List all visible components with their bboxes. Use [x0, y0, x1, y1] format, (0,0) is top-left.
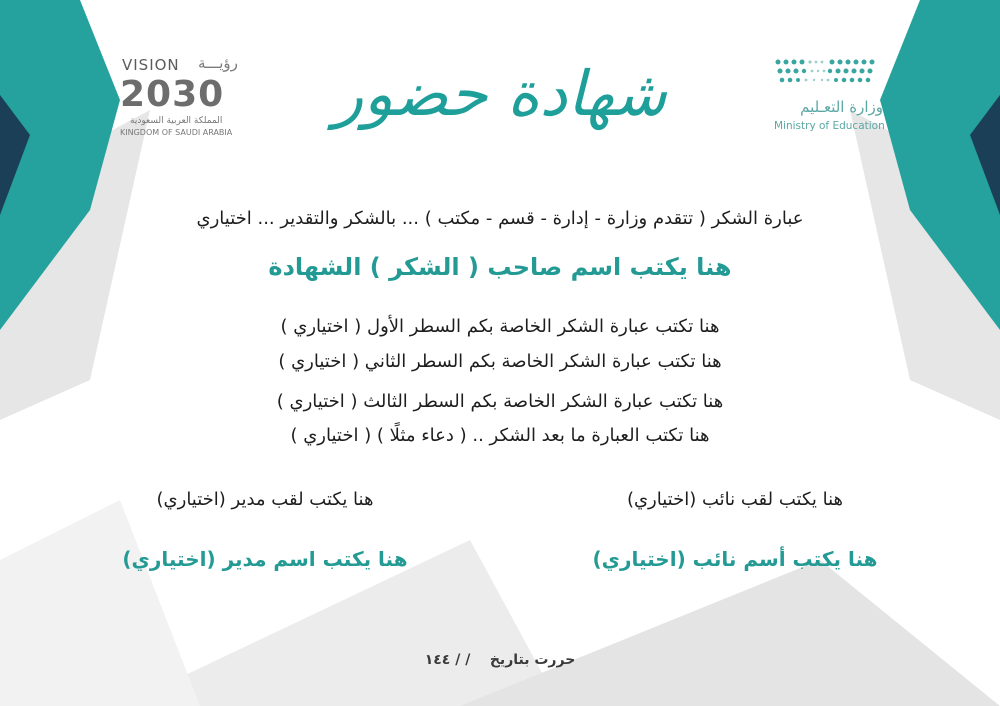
ministry-of-education-logo	[770, 54, 885, 138]
deputy-name: هنا يكتب أسم نائب (اختياري)	[592, 547, 878, 571]
kingdom-ar-label: المملكة العربية السعودية	[130, 116, 223, 126]
bottom-gray-triangle-right	[460, 560, 1000, 706]
recipient-name: هنا يكتب اسم صاحب ( الشكر ) الشهادة	[268, 253, 732, 281]
vision-ar-label: رؤيـــة	[198, 54, 238, 72]
date-value: / / ١٤٤	[424, 652, 471, 668]
deputy-title: هنا يكتب لقب نائب (اختياري)	[626, 489, 844, 510]
issue-date	[380, 652, 620, 668]
vision-year: 2030	[120, 74, 225, 115]
body-line-3: هنا تكتب عبارة الشكر الخاصة بكم السطر الثالث ( اختياري )	[276, 391, 724, 412]
body-line-2: هنا تكتب عبارة الشكر الخاصة بكم السطر الثاني ( اختياري )	[278, 351, 722, 372]
thanks-statement: عبارة الشكر ( تتقدم وزارة - إدارة - قسم - مكتب ) ... بالشكر والتقدير ... اختياري	[196, 208, 804, 229]
manager-name: هنا يكتب اسم مدير (اختياري)	[122, 547, 408, 571]
ministry-name-ar: وزارة التعـليم	[800, 98, 883, 116]
ministry-dots-icon	[770, 54, 885, 94]
kingdom-en-label: KINGDOM OF SAUDI ARABIA	[120, 128, 233, 137]
date-label: حررت بتاريخ	[489, 652, 576, 668]
manager-title: هنا يكتب لقب مدير (اختياري)	[156, 489, 374, 510]
body-line-4: هنا تكتب العبارة ما بعد الشكر .. ( دعاء مثلًا ) ( اختياري )	[290, 425, 710, 446]
bottom-gray-triangle-left-2	[0, 500, 200, 706]
vision-2030-logo	[118, 54, 248, 140]
body-line-1: هنا تكتب عبارة الشكر الخاصة بكم السطر الأول ( اختياري )	[280, 316, 720, 337]
vision-en-label: VISION	[122, 56, 180, 74]
certificate-title: شهادة حضور	[333, 57, 667, 130]
ministry-name-en: Ministry of Education	[774, 120, 885, 132]
